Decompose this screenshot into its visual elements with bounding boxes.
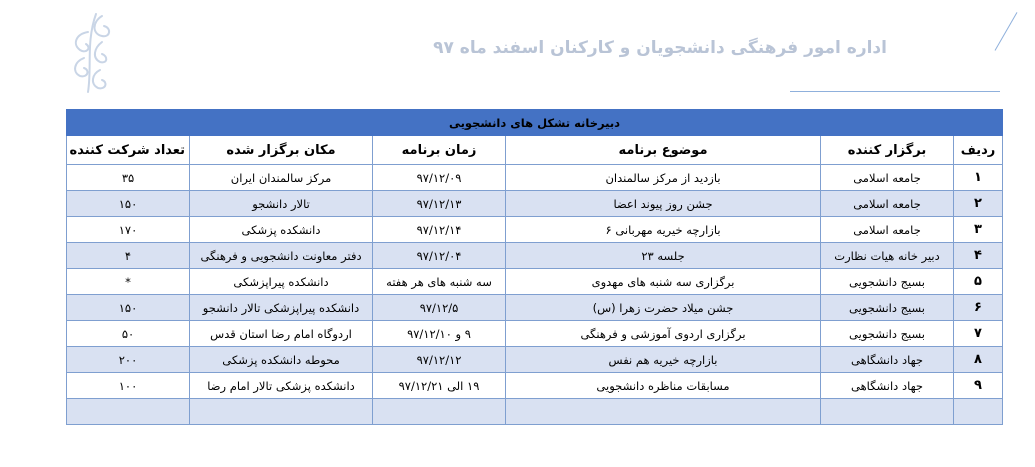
table-header-row <box>67 136 1003 165</box>
table-row <box>67 321 1003 347</box>
cell-time <box>373 399 506 425</box>
cell-place: اردوگاه امام رضا استان قدس <box>190 321 373 347</box>
cell-organizer: بسیج دانشجویی <box>821 295 954 321</box>
cell-participants: ۱۷۰ <box>67 217 190 243</box>
cell-time: ۹ و ۹۷/۱۲/۱۰ <box>373 321 506 347</box>
cell-row-number: ۹ <box>954 373 1003 399</box>
cell-topic: بازدید از مرکز سالمندان <box>506 165 821 191</box>
cell-place: دانشکده پزشکی <box>190 217 373 243</box>
table-row-empty <box>67 399 1003 425</box>
cell-row-number: ۴ <box>954 243 1003 269</box>
header-divider-line <box>790 91 1000 92</box>
cell-participants: ۱۵۰ <box>67 191 190 217</box>
header-divider-corner <box>995 12 1018 51</box>
cell-time: ۹۷/۱۲/۰۴ <box>373 243 506 269</box>
column-header-organizer: برگزار کننده <box>821 136 954 165</box>
cell-participants: ۵۰ <box>67 321 190 347</box>
cell-participants: * <box>67 269 190 295</box>
table-row <box>67 347 1003 373</box>
column-header-participants: تعداد شرکت کننده <box>67 136 190 165</box>
cell-topic: برگزاری اردوی آموزشی و فرهنگی <box>506 321 821 347</box>
cell-place: مرکز سالمندان ایران <box>190 165 373 191</box>
cell-row-number: ۳ <box>954 217 1003 243</box>
cell-time: ۹۷/۱۲/۱۴ <box>373 217 506 243</box>
cell-place: دانشکده پیراپزشکی تالار دانشجو <box>190 295 373 321</box>
cell-row-number: ۶ <box>954 295 1003 321</box>
table-row <box>67 243 1003 269</box>
cell-participants: ۱۰۰ <box>67 373 190 399</box>
cell-time: سه شنبه های هر هفته <box>373 269 506 295</box>
cell-row-number: ۲ <box>954 191 1003 217</box>
cell-row-number: ۵ <box>954 269 1003 295</box>
cell-time: ۹۷/۱۲/۵ <box>373 295 506 321</box>
table-row <box>67 217 1003 243</box>
cell-time: ۹۷/۱۲/۱۳ <box>373 191 506 217</box>
cell-organizer <box>821 399 954 425</box>
cell-organizer: بسیج دانشجویی <box>821 321 954 347</box>
cell-topic: جشن روز پیوند اعضا <box>506 191 821 217</box>
column-header-place: مکان برگزار شده <box>190 136 373 165</box>
cell-participants: ۴ <box>67 243 190 269</box>
cell-organizer: جامعه اسلامی <box>821 217 954 243</box>
cell-organizer: جامعه اسلامی <box>821 191 954 217</box>
floral-ornament-icon <box>62 12 114 94</box>
column-header-row-number: ردیف <box>954 136 1003 165</box>
cell-time: ۹۷/۱۲/۰۹ <box>373 165 506 191</box>
table-row <box>67 295 1003 321</box>
table-title: دبیرخانه تشکل های دانشجویی <box>67 110 1003 136</box>
cell-participants: ۱۵۰ <box>67 295 190 321</box>
report-table <box>66 109 1003 425</box>
cell-organizer: دبیر خانه هیات نظارت <box>821 243 954 269</box>
cell-topic: مسابقات مناظره دانشجویی <box>506 373 821 399</box>
cell-place: دانشکده پزشکی تالار امام رضا <box>190 373 373 399</box>
cell-place: دفتر معاونت دانشجویی و فرهنگی <box>190 243 373 269</box>
column-header-time: زمان برنامه <box>373 136 506 165</box>
cell-topic: برگزاری سه شنبه های مهدوی <box>506 269 821 295</box>
cell-participants <box>67 399 190 425</box>
cell-place <box>190 399 373 425</box>
cell-time: ۹۷/۱۲/۱۲ <box>373 347 506 373</box>
cell-row-number: ۸ <box>954 347 1003 373</box>
report-table-container <box>66 109 1002 425</box>
page-header-title: اداره امور فرهنگی دانشجویان و کارکنان اسفند ماه ۹۷ <box>433 38 887 58</box>
cell-topic: جلسه ۲۳ <box>506 243 821 269</box>
table-row <box>67 269 1003 295</box>
cell-row-number: ۱ <box>954 165 1003 191</box>
table-row <box>67 373 1003 399</box>
cell-participants: ۲۰۰ <box>67 347 190 373</box>
cell-row-number <box>954 399 1003 425</box>
cell-row-number: ۷ <box>954 321 1003 347</box>
cell-topic: جشن میلاد حضرت زهرا (س) <box>506 295 821 321</box>
column-header-topic: موضوع برنامه <box>506 136 821 165</box>
table-row <box>67 165 1003 191</box>
cell-place: محوطه دانشکده پزشکی <box>190 347 373 373</box>
cell-place: دانشکده پیراپزشکی <box>190 269 373 295</box>
cell-organizer: جهاد دانشگاهی <box>821 373 954 399</box>
cell-topic: بازارچه خیریه مهربانی ۶ <box>506 217 821 243</box>
cell-participants: ۳۵ <box>67 165 190 191</box>
cell-organizer: جهاد دانشگاهی <box>821 347 954 373</box>
cell-time: ۱۹ الی ۹۷/۱۲/۲۱ <box>373 373 506 399</box>
table-row <box>67 191 1003 217</box>
cell-topic <box>506 399 821 425</box>
cell-topic: بازارچه خیریه هم نفس <box>506 347 821 373</box>
cell-organizer: جامعه اسلامی <box>821 165 954 191</box>
cell-organizer: بسیج دانشجویی <box>821 269 954 295</box>
cell-place: تالار دانشجو <box>190 191 373 217</box>
